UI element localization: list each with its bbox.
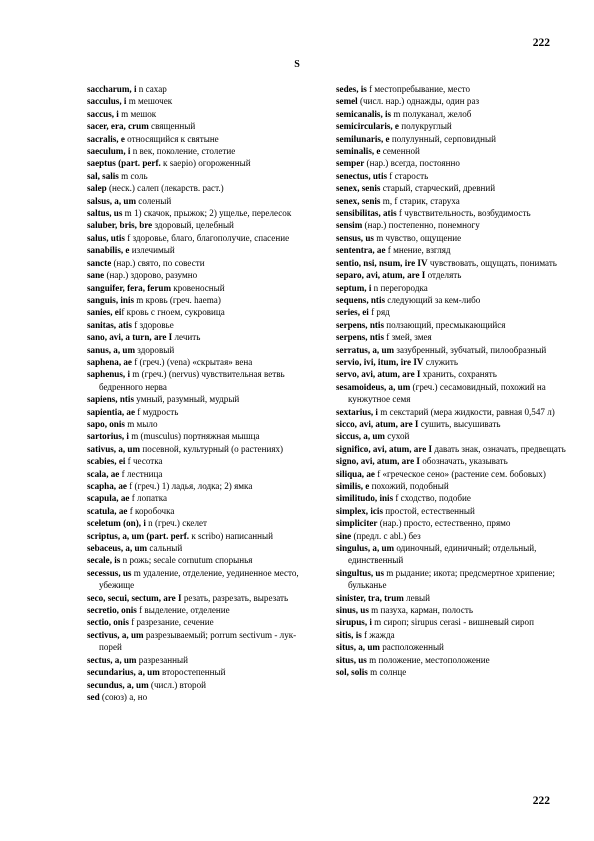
entry-definition: простой, естественный	[382, 505, 475, 516]
entry-definition: f местопребывание, место	[366, 84, 471, 94]
dictionary-entry	[87, 331, 317, 343]
entry-definition: сальный	[147, 543, 183, 554]
dictionary-entry	[87, 542, 317, 554]
entry-definition: n сахар	[136, 84, 167, 94]
dictionary-entry	[87, 182, 317, 194]
entry-definition: (числ. нар.) однажды, один раз	[357, 96, 480, 107]
entry-definition: m (греч.) (nervus) чувствительная ветвь бедренного нерва	[99, 369, 285, 392]
dictionary-entry	[336, 108, 566, 120]
entry-headword: semicircularis, e	[336, 121, 399, 132]
entry-definition: здоровый	[135, 344, 175, 355]
entry-headword: singultus, us	[336, 567, 385, 578]
entry-headword: sectivus, a, um	[87, 629, 144, 640]
entry-headword: senex, senis	[336, 195, 381, 206]
dictionary-entry	[336, 418, 566, 430]
dictionary-entry	[336, 592, 566, 604]
dictionary-entry	[87, 170, 317, 182]
dictionary-entry	[336, 381, 566, 406]
entry-definition: давать знак, означать, предвещать	[432, 443, 566, 454]
entry-headword: scapula, ae	[87, 493, 130, 504]
entry-headword: sceletum (on), i	[87, 518, 146, 529]
entry-headword: saphena, ae	[87, 356, 132, 367]
entry-definition: m мешок	[118, 108, 157, 119]
entry-definition: второстепенный	[159, 667, 226, 678]
entry-headword: sal, salis	[87, 170, 119, 181]
dictionary-entry	[87, 108, 317, 120]
entry-headword: sapiens, ntis	[87, 394, 135, 405]
dictionary-entry	[336, 492, 566, 504]
entry-definition: здоровый, целебный	[152, 220, 234, 231]
entry-headword: sinister, tra, trum	[336, 592, 404, 603]
dictionary-entry	[87, 133, 317, 145]
dictionary-entry	[87, 294, 317, 306]
entry-headword: saeptus (part. perf.	[87, 158, 161, 169]
entry-definition: ползающий, пресмыкающийся	[384, 319, 506, 330]
entry-definition: m соль	[118, 170, 148, 181]
entry-headword: salep	[87, 183, 107, 194]
entry-definition: f мудрость	[135, 406, 179, 417]
dictionary-entry	[336, 219, 566, 231]
entry-headword: sedes, is	[336, 84, 367, 94]
dictionary-entry	[87, 232, 317, 244]
entry-definition: одиночный, единичный; отдельный, единственный	[348, 543, 537, 566]
entry-headword: sectio, onis	[87, 617, 129, 628]
entry-definition: (нар.) просто, естественно, прямо	[377, 518, 511, 529]
entry-headword: significo, avi, atum, are I	[336, 443, 433, 454]
entry-headword: series, ei	[336, 307, 369, 318]
dictionary-entry	[336, 517, 566, 529]
entry-definition: f разрезание, сечение	[128, 617, 214, 628]
entry-headword: siliqua, ae	[336, 468, 375, 479]
entry-headword: saltus, us	[87, 208, 123, 219]
dictionary-entry	[336, 344, 566, 356]
entry-definition: f коробочка	[127, 505, 175, 516]
entry-headword: sectus, a, um	[87, 654, 137, 665]
entry-definition: f чувствительность, возбудимость	[396, 208, 531, 219]
entry-definition: разрезываемый; porrum sectivum - лук-порей	[99, 629, 297, 653]
dictionary-entry	[87, 592, 317, 604]
entry-definition: f чесотка	[125, 456, 163, 467]
entry-headword: sententra, ae	[336, 245, 386, 256]
dictionary-entry	[336, 145, 566, 157]
entry-headword: saccus, i	[87, 108, 119, 119]
entry-definition: m чувство, ощущение	[373, 232, 462, 243]
entry-headword: sinus, us	[336, 605, 369, 616]
entry-definition: (нар.) постепенно, понемногу	[362, 220, 480, 231]
dictionary-entry	[87, 567, 317, 592]
entry-definition: f (греч.) (vena) «скрытая» вена	[131, 356, 253, 367]
entry-definition: (нар.) здорово, разумно	[104, 270, 198, 281]
dictionary-entry	[87, 468, 317, 480]
dictionary-entry	[87, 319, 317, 331]
dictionary-entry	[87, 244, 317, 256]
entry-headword: saphenus, i	[87, 369, 130, 380]
dictionary-entry	[87, 418, 317, 430]
dictionary-entry	[87, 554, 317, 566]
dictionary-entry	[336, 616, 566, 628]
entry-headword: sacralis, e	[87, 133, 125, 144]
section-letter: S	[294, 59, 300, 70]
entry-definition: чувствовать, ощущать, понимать	[427, 257, 557, 268]
entry-definition: (неск.) салеп (лекарств. раст.)	[106, 183, 224, 194]
entry-definition: обозначать, указывать	[419, 456, 508, 467]
entry-headword: separo, avi, atum, are I	[336, 270, 426, 281]
entry-definition: m мыло	[124, 418, 158, 429]
entry-headword: sol, solis	[336, 667, 368, 678]
entry-definition: к saepio) огороженный	[160, 158, 251, 169]
entry-headword: situs, a, um	[336, 642, 380, 653]
dictionary-entry	[87, 654, 317, 666]
dictionary-entry	[336, 157, 566, 169]
dictionary-entry	[87, 207, 317, 219]
entry-definition: n (греч.) скелет	[145, 518, 208, 529]
entry-definition: разрезанный	[136, 654, 188, 665]
entry-definition: m пазуха, карман, полость	[368, 605, 473, 616]
entry-definition: отделять	[425, 270, 462, 281]
entry-definition: кровеносный	[171, 282, 225, 293]
entry-headword: sequens, ntis	[336, 294, 386, 305]
dictionary-entry	[87, 157, 317, 169]
entry-definition: священный	[148, 121, 196, 132]
entry-headword: sanitas, atis	[87, 319, 132, 330]
entry-definition: f лестница	[119, 468, 163, 479]
entry-headword: sensibilitas, atis	[336, 208, 397, 219]
entry-headword: senex, senis	[336, 183, 381, 194]
dictionary-entry	[336, 368, 566, 380]
dictionary-entry	[87, 257, 317, 269]
entry-headword: saccharum, i	[87, 84, 137, 94]
entry-definition: f лопатка	[129, 493, 168, 504]
entry-headword: semel	[336, 96, 358, 107]
dictionary-entry	[336, 530, 566, 542]
entry-definition: полукруглый	[398, 121, 452, 132]
entry-definition: n рожь; secale cornutum спорынья	[120, 555, 253, 566]
dictionary-entry	[336, 468, 566, 480]
dictionary-entry	[87, 480, 317, 492]
entry-headword: sitis, is	[336, 629, 362, 640]
dictionary-entry	[87, 145, 317, 157]
entry-definition: m, f старик, старуха	[380, 195, 460, 206]
entry-headword: servio, ivi, itum, ire IV	[336, 356, 424, 367]
entry-headword: similis, e	[336, 481, 370, 491]
dictionary-entry	[87, 83, 317, 95]
entry-headword: scapha, ae	[87, 481, 127, 491]
entry-definition: семенной	[380, 146, 420, 157]
entry-headword: sanies, ei	[87, 307, 122, 318]
entry-definition: излечимый	[129, 245, 175, 256]
entry-headword: sesamoideus, a, um	[336, 381, 411, 392]
entry-definition: старый, старческий, древний	[380, 183, 496, 194]
entry-headword: similitudo, inis	[336, 493, 394, 504]
dictionary-entry	[336, 505, 566, 517]
entry-headword: semicanalis, is	[336, 108, 392, 119]
entry-headword: simpliciter	[336, 518, 378, 529]
entry-headword: semilunaris, e	[336, 133, 390, 144]
dictionary-entry	[87, 344, 317, 356]
entry-headword: sano, avi, a turn, are I	[87, 332, 173, 343]
dictionary-entry	[336, 244, 566, 256]
entry-headword: serpens, ntis	[336, 332, 384, 343]
dictionary-entry	[336, 331, 566, 343]
dictionary-entry	[87, 505, 317, 517]
entry-definition: f жажда	[361, 629, 395, 640]
entry-definition: f «греческое сено» (растение сем. бобовых)	[374, 468, 546, 479]
dictionary-entry	[336, 629, 566, 641]
entry-definition: f старость	[387, 170, 429, 181]
entry-definition: к scribo) написанный	[189, 530, 273, 541]
dictionary-entry	[87, 455, 317, 467]
entry-definition: m 1) скачок, прыжок; 2) ущелье, перелесок	[122, 208, 292, 219]
dictionary-entry	[87, 406, 317, 418]
entry-headword: scriptus, a, um (part. perf.	[87, 530, 190, 541]
entry-definition: f здоровье	[131, 319, 174, 330]
entry-headword: scabies, ei	[87, 456, 126, 467]
dictionary-entry	[336, 480, 566, 492]
right-column	[336, 83, 566, 679]
entry-definition: умный, разумный, мудрый	[134, 394, 240, 405]
entry-definition: m удаление, отделение, уединенное место, убежище	[99, 567, 299, 591]
dictionary-entry	[336, 542, 566, 567]
entry-definition: соленый	[136, 195, 172, 206]
entry-headword: sensim	[336, 220, 363, 231]
entry-definition: (числ.) второй	[148, 679, 206, 690]
entry-definition: f выделение, отделение	[136, 605, 230, 616]
entry-definition: относящийся к святыне	[124, 133, 219, 144]
dictionary-entry	[336, 654, 566, 666]
entry-headword: septum, i	[336, 282, 372, 293]
entry-definition: лечить	[172, 332, 201, 343]
dictionary-entry	[336, 95, 566, 107]
dictionary-entry	[87, 120, 317, 132]
dictionary-entry	[336, 133, 566, 145]
dictionary-entry	[87, 368, 317, 393]
dictionary-entry	[336, 641, 566, 653]
entry-definition: m сироп; sirupus cerasi - вишневый сироп	[371, 617, 534, 628]
dictionary-entry	[87, 492, 317, 504]
dictionary-entry	[336, 120, 566, 132]
entry-headword: salus, utis	[87, 232, 125, 243]
entry-definition: служить	[423, 356, 459, 367]
entry-definition: m положение, местоположение	[366, 654, 490, 665]
entry-definition: полулунный, серповидный	[389, 133, 496, 144]
entry-headword: siccus, a, um	[336, 431, 386, 442]
entry-headword: sed	[87, 691, 100, 702]
entry-definition: левый	[403, 592, 430, 603]
entry-definition: m рыдание; икота; предсмертное хрипение; бульканье	[348, 567, 555, 591]
dictionary-entry	[336, 269, 566, 281]
entry-headword: simplex, icis	[336, 505, 383, 516]
entry-headword: sicco, avi, atum, are I	[336, 418, 419, 429]
entry-definition: f сходство, подобие	[393, 493, 471, 504]
left-column	[87, 83, 317, 703]
entry-headword: sancte	[87, 257, 112, 268]
entry-definition: m солнце	[367, 667, 407, 678]
dictionary-entry	[87, 219, 317, 231]
entry-headword: sextarius, i	[336, 406, 378, 417]
entry-headword: saluber, bris, bre	[87, 220, 153, 231]
entry-headword: sine	[336, 530, 352, 541]
entry-definition: расположенный	[379, 642, 444, 653]
entry-headword: seminalis, e	[336, 146, 381, 157]
entry-headword: scala, ae	[87, 468, 120, 479]
entry-definition: m полуканал, желоб	[391, 108, 472, 119]
entry-headword: sacculus, i	[87, 96, 127, 107]
entry-definition: n перегородка	[371, 282, 428, 293]
entry-headword: salsus, a, um	[87, 195, 137, 206]
dictionary-entry	[87, 666, 317, 678]
entry-definition: f мнение, взгляд	[385, 245, 451, 256]
entry-headword: secretio, onis	[87, 605, 137, 616]
dictionary-entry	[336, 232, 566, 244]
entry-headword: sanguifer, fera, ferum	[87, 282, 172, 293]
entry-headword: singulus, a, um	[336, 543, 395, 554]
entry-definition: посевной, культурный (о растениях)	[140, 443, 284, 454]
page-number-bottom: 222	[532, 795, 550, 807]
entry-definition: (греч.) сесамовидный, похожий на кунжутное семя	[348, 381, 546, 405]
entry-headword: sativus, a, um	[87, 443, 141, 454]
entry-headword: scatula, ae	[87, 505, 128, 516]
dictionary-entry	[87, 443, 317, 455]
dictionary-entry	[87, 430, 317, 442]
dictionary-entry	[336, 356, 566, 368]
entry-definition: (предл. с abl.) без	[351, 530, 421, 541]
entry-headword: sebaceus, a, um	[87, 543, 148, 554]
entry-definition: n век, поколение, столетие	[130, 146, 236, 157]
dictionary-entry	[87, 517, 317, 529]
entry-definition: f (греч.) 1) ладья, лодка; 2) ямка	[126, 481, 253, 491]
entry-definition: m кровь (греч. haema)	[134, 294, 221, 305]
dictionary-entry	[336, 182, 566, 194]
entry-headword: serpens, ntis	[336, 319, 384, 330]
dictionary-entry	[87, 306, 317, 318]
entry-headword: sirupus, i	[336, 617, 372, 628]
entry-definition: сухой	[385, 431, 410, 442]
entry-definition: (нар.) свято, по совести	[111, 257, 205, 268]
entry-headword: sentio, nsi, nsum, ire IV	[336, 257, 428, 268]
entry-headword: sapientia, ae	[87, 406, 135, 417]
dictionary-entry	[336, 195, 566, 207]
entry-definition: (союз) а, но	[99, 691, 148, 702]
dictionary-entry	[87, 95, 317, 107]
entry-headword: sanguis, inis	[87, 294, 135, 305]
entry-headword: senectus, utis	[336, 170, 388, 181]
entry-definition: резать, разрезать, вырезать	[181, 592, 289, 603]
dictionary-entry	[87, 616, 317, 628]
entry-headword: servo, avi, atum, are I	[336, 369, 421, 380]
entry-headword: sanabilis, e	[87, 245, 130, 256]
dictionary-entry	[87, 393, 317, 405]
entry-headword: secundarius, a, um	[87, 667, 160, 678]
entry-headword: situs, us	[336, 654, 367, 665]
dictionary-entry	[336, 306, 566, 318]
entry-definition: сушить, высушивать	[418, 418, 501, 429]
dictionary-entry	[87, 629, 317, 654]
dictionary-entry	[87, 679, 317, 691]
entry-definition: m (musculus) портняжная мышца	[128, 431, 260, 442]
page-number-top: 222	[532, 37, 550, 49]
entry-headword: secale, is	[87, 555, 121, 566]
entry-definition: зазубренный, зубчатый, пилообразный	[394, 344, 547, 355]
entry-headword: saeculum, i	[87, 146, 131, 157]
entry-headword: semper	[336, 158, 365, 169]
dictionary-entry	[336, 443, 566, 455]
entry-definition: m мешочек	[126, 96, 173, 107]
entry-definition: хранить, сохранять	[420, 369, 497, 380]
entry-definition: m секстарий (мера жидкости, равная 0,547 л)	[377, 406, 555, 417]
dictionary-entry	[336, 207, 566, 219]
dictionary-entry	[336, 406, 566, 418]
dictionary-entry	[336, 666, 566, 678]
dictionary-entry	[336, 282, 566, 294]
dictionary-entry	[336, 319, 566, 331]
dictionary-entry	[87, 195, 317, 207]
entry-headword: serratus, a, um	[336, 344, 395, 355]
entry-headword: sensus, us	[336, 232, 374, 243]
dictionary-entry	[336, 455, 566, 467]
dictionary-entry	[87, 604, 317, 616]
entry-definition: (нар.) всегда, постоянно	[364, 158, 460, 169]
dictionary-entry	[87, 530, 317, 542]
entry-definition: похожий, подобный	[369, 481, 449, 491]
entry-definition: f здоровье, благо, благополучие, спасение	[124, 232, 290, 243]
entry-headword: sacer, era, crum	[87, 121, 149, 132]
entry-headword: secessus, us	[87, 567, 132, 578]
entry-definition: f ряд	[368, 307, 390, 318]
entry-headword: seco, secui, sectum, are I	[87, 592, 182, 603]
dictionary-entry	[336, 567, 566, 592]
dictionary-entry	[87, 282, 317, 294]
entry-headword: signo, avi, atum, are I	[336, 456, 420, 467]
dictionary-entry	[336, 170, 566, 182]
dictionary-entry	[87, 691, 317, 703]
dictionary-entry	[336, 257, 566, 269]
dictionary-entry	[336, 430, 566, 442]
dictionary-entry	[87, 356, 317, 368]
dictionary-entry	[87, 269, 317, 281]
entry-headword: sartorius, i	[87, 431, 129, 442]
dictionary-entry	[336, 83, 566, 95]
entry-definition: f змей, змея	[384, 332, 432, 343]
entry-headword: sanus, a, um	[87, 344, 136, 355]
dictionary-entry	[336, 604, 566, 616]
entry-definition: f кровь с гноем, сукровица	[121, 307, 225, 318]
dictionary-entry	[336, 294, 566, 306]
entry-headword: sapo, onis	[87, 418, 125, 429]
entry-headword: secundus, a, um	[87, 679, 149, 690]
entry-definition: следующий за кем-либо	[385, 294, 481, 305]
entry-headword: sane	[87, 270, 105, 281]
